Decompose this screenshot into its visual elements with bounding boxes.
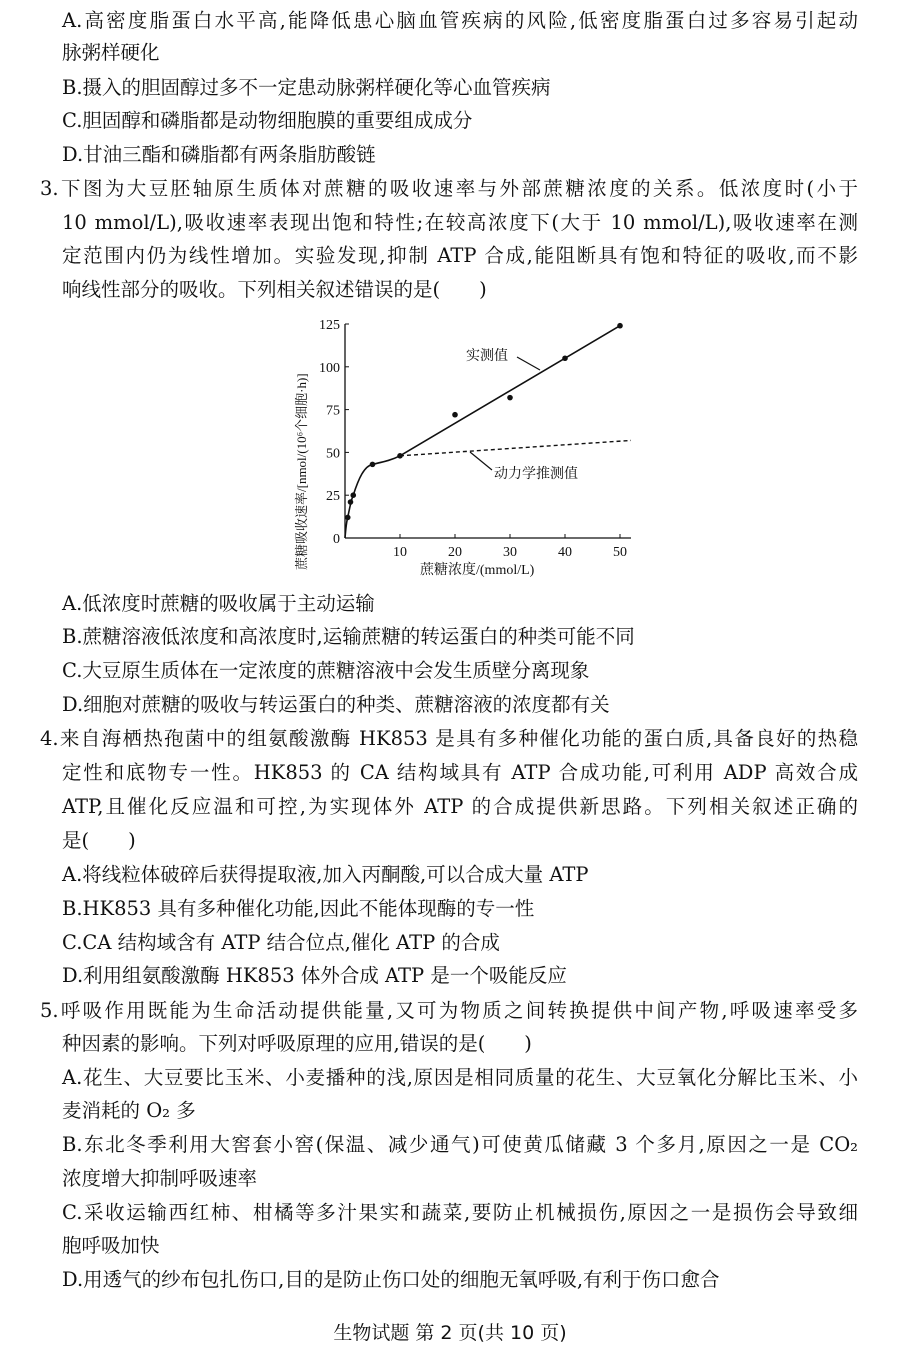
question-5-stem: 种因素的影响。下列对呼吸原理的应用,错误的是( ) [62, 1032, 532, 1055]
legend-measured-label: 实测值 [466, 349, 508, 364]
option-2a-cont: 脉粥样硬化 [62, 41, 160, 64]
option-4c: C.CA 结构域含有 ATP 结合位点,催化 ATP 的合成 [62, 931, 500, 954]
x-tick-label: 50 [613, 545, 627, 560]
option-4b: B.HK853 具有多种催化功能,因此不能体现酶的专一性 [62, 897, 535, 920]
option-2b: B.摄入的胆固醇过多不一定患动脉粥样硬化等心血管疾病 [62, 76, 551, 99]
option-2d: D.甘油三酯和磷脂都有两条脂肪酸链 [62, 143, 376, 166]
option-2a: A.高密度脂蛋白水平高,能降低患心脑血管疾病的风险,低密度脂蛋白过多容易引起动 [62, 9, 858, 32]
data-point [562, 355, 568, 361]
kinetic-dashed-line [400, 440, 631, 455]
option-5a: A.花生、大豆要比玉米、小麦播种的浅,原因是相同质量的花生、大豆氧化分解比玉米、小 [62, 1066, 858, 1089]
question-4-stem: ATP,且催化反应温和可控,为实现体外 ATP 的合成提供新思路。下列相关叙述正确的 [62, 795, 858, 818]
question-3-stem: 10 mmol/L),吸收速率表现出饱和特性;在较高浓度下(大于 10 mmol/L),吸收速率在测 [62, 211, 858, 234]
y-tick-label: 125 [319, 318, 340, 333]
option-4a: A.将线粒体破碎后获得提取液,加入丙酮酸,可以合成大量 ATP [62, 863, 589, 886]
option-5d: D.用透气的纱布包扎伤口,目的是防止伤口处的细胞无氧呼吸,有利于伤口愈合 [62, 1268, 720, 1291]
option-3c: C.大豆原生质体在一定浓度的蔗糖溶液中会发生质壁分离现象 [62, 659, 590, 682]
option-4d: D.利用组氨酸激酶 HK853 体外合成 ATP 是一个吸能反应 [62, 964, 567, 987]
measured-leader-line [517, 357, 540, 370]
question-3-stem: 响线性部分的吸收。下列相关叙述错误的是( ) [62, 278, 487, 301]
sucrose-absorption-chart [280, 300, 650, 590]
question-4-stem: 4.来自海栖热孢菌中的组氨酸激酶 HK853 是具有多种催化功能的蛋白质,具备良好的热稳 [40, 727, 858, 750]
data-point [350, 492, 356, 498]
data-point [348, 499, 354, 505]
data-point [370, 462, 376, 468]
data-point [452, 412, 458, 418]
option-5c: C.采收运输西红柿、柑橘等多汁果实和蔬菜,要防止机械损伤,原因之一是损伤会导致细 [62, 1201, 858, 1224]
kinetic-leader-line [470, 452, 492, 470]
option-2c: C.胆固醇和磷脂都是动物细胞膜的重要组成成分 [62, 109, 473, 132]
y-tick-label: 0 [333, 532, 340, 547]
legend-kinetic-label: 动力学推测值 [494, 467, 578, 482]
x-tick-label: 10 [393, 545, 407, 560]
question-5-stem: 5.呼吸作用既能为生命活动提供能量,又可为物质之间转换提供中间产物,呼吸速率受多 [40, 999, 858, 1022]
x-tick-label: 40 [558, 545, 572, 560]
page-footer: 生物试题 第 2 页(共 10 页) [333, 1322, 567, 1344]
option-3d: D.细胞对蔗糖的吸收与转运蛋白的种类、蔗糖溶液的浓度都有关 [62, 693, 610, 716]
x-tick-label: 30 [503, 545, 517, 560]
option-5b-cont: 浓度增大抑制呼吸速率 [62, 1167, 258, 1190]
data-point [345, 515, 351, 521]
data-point [507, 395, 513, 401]
y-tick-label: 25 [326, 489, 340, 505]
option-3b: B.蔗糖溶液低浓度和高浓度时,运输蔗糖的转运蛋白的种类可能不同 [62, 625, 635, 648]
y-tick-label: 100 [319, 360, 340, 376]
option-3a: A.低浓度时蔗糖的吸收属于主动运输 [62, 592, 375, 615]
option-5c-cont: 胞呼吸加快 [62, 1234, 160, 1257]
x-axis-label: 蔗糖浓度/(mmol/L) [420, 563, 535, 578]
y-axis-label: 蔗糖吸收速率/[nmol/(10⁶个细胞·h)] [294, 373, 309, 570]
question-4-stem: 定性和底物专一性。HK853 的 CA 结构域具有 ATP 合成功能,可利用 ADP 高效合成 [62, 761, 858, 784]
option-5a-cont: 麦消耗的 O₂ 多 [62, 1099, 196, 1122]
option-5b: B.东北冬季利用大窖套小窖(保温、减少通气)可使黄瓜储藏 3 个多月,原因之一是 CO₂ [62, 1133, 858, 1156]
x-tick-label: 20 [448, 545, 462, 560]
data-point [397, 453, 403, 459]
data-point [617, 323, 623, 329]
question-3-stem: 定范围内仍为线性增加。实验发现,抑制 ATP 合成,能阻断具有饱和特征的吸收,而不影 [62, 244, 858, 267]
question-3-stem: 3.下图为大豆胚轴原生质体对蔗糖的吸收速率与外部蔗糖浓度的关系。低浓度时(小于 [40, 177, 858, 200]
question-4-stem: 是( ) [62, 829, 136, 852]
y-tick-label: 50 [326, 446, 340, 462]
y-tick-label: 75 [326, 403, 340, 419]
